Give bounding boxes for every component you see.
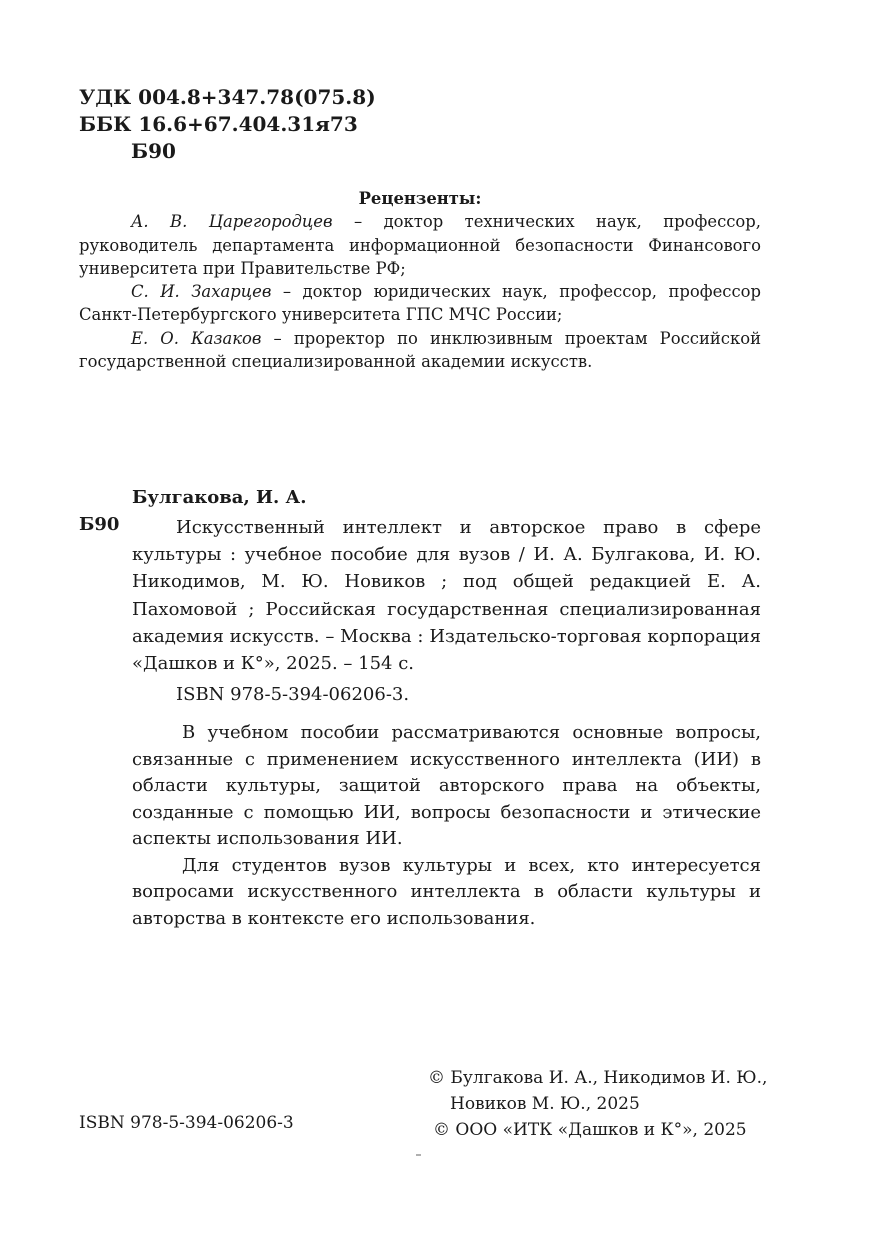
catalog-author: Булгакова, И. А. bbox=[132, 487, 307, 508]
catalog-isbn: ISBN 978-5-394-06206-3. bbox=[176, 684, 410, 705]
reviewer-name: Е. О. Казаков bbox=[131, 328, 262, 348]
copyright-publisher: © ООО «ИТК «Дашков и К°», 2025 bbox=[433, 1120, 747, 1140]
reviewer-text: – проректор по инклюзивным проектам Российской государственной специализированной академии искусств. bbox=[79, 328, 762, 372]
annotation-paragraph: Для студентов вузов культуры и всех, кто интересуется вопросами искусственного интеллекта в области культуры и авторства в контексте его использования. bbox=[132, 854, 761, 929]
reviewer-text: – доктор юридических наук, профессор, профессор Санкт-Петербургского университета ГПС МЧС России; bbox=[79, 282, 761, 325]
reviewer-entry bbox=[79, 210, 761, 280]
udk-code: УДК 004.8+347.78(075.8) bbox=[79, 85, 376, 109]
catalog-description: Искусственный интеллект и авторское право в сфере культуры : учебное пособие для вузов / И. А. Булгакова, И. Ю. Никодимов, М. Ю. Новиков ; под общей редакцией Е. А. Пахомовой ; Российская государственная специализированная академия искусств. – Москва : Издательско-торговая корпорация «Дашков и К°», 2025. – 154 с. bbox=[132, 517, 761, 675]
catalog-code: Б90 bbox=[79, 514, 120, 535]
copyright-authors-continued: Новиков М. Ю., 2025 bbox=[450, 1094, 640, 1114]
copyright-authors: © Булгакова И. А., Никодимов И. Ю., bbox=[428, 1068, 768, 1088]
classification-codes bbox=[79, 84, 376, 165]
reviewer-entry bbox=[79, 327, 761, 374]
page-mark bbox=[416, 1154, 421, 1156]
author-code: Б90 bbox=[131, 139, 176, 163]
reviewers-block bbox=[79, 187, 761, 373]
footer-isbn: ISBN 978-5-394-06206-3 bbox=[79, 1113, 294, 1133]
reviewer-text: – доктор технических наук, профессор, руководитель департамента информационной безопасности Финансового университета при Правительстве РФ; bbox=[79, 212, 762, 278]
reviewer-name: С. И. Захарцев bbox=[131, 282, 272, 302]
annotation bbox=[132, 720, 761, 932]
reviewer-entry bbox=[79, 280, 761, 327]
reviewer-name: А. В. Царегородцев bbox=[131, 212, 333, 232]
bbk-code: ББК 16.6+67.404.31я73 bbox=[79, 112, 358, 136]
copyright-block bbox=[428, 1065, 767, 1143]
reviewers-heading: Рецензенты: bbox=[358, 189, 482, 208]
annotation-paragraph: В учебном пособии рассматриваются основные вопросы, связанные с применением искусственного интеллекта (ИИ) в области культуры, защитой авторского права на объекты, созданные с помощью ИИ, вопросы безопасности и этические аспекты использования ИИ. bbox=[132, 722, 761, 849]
